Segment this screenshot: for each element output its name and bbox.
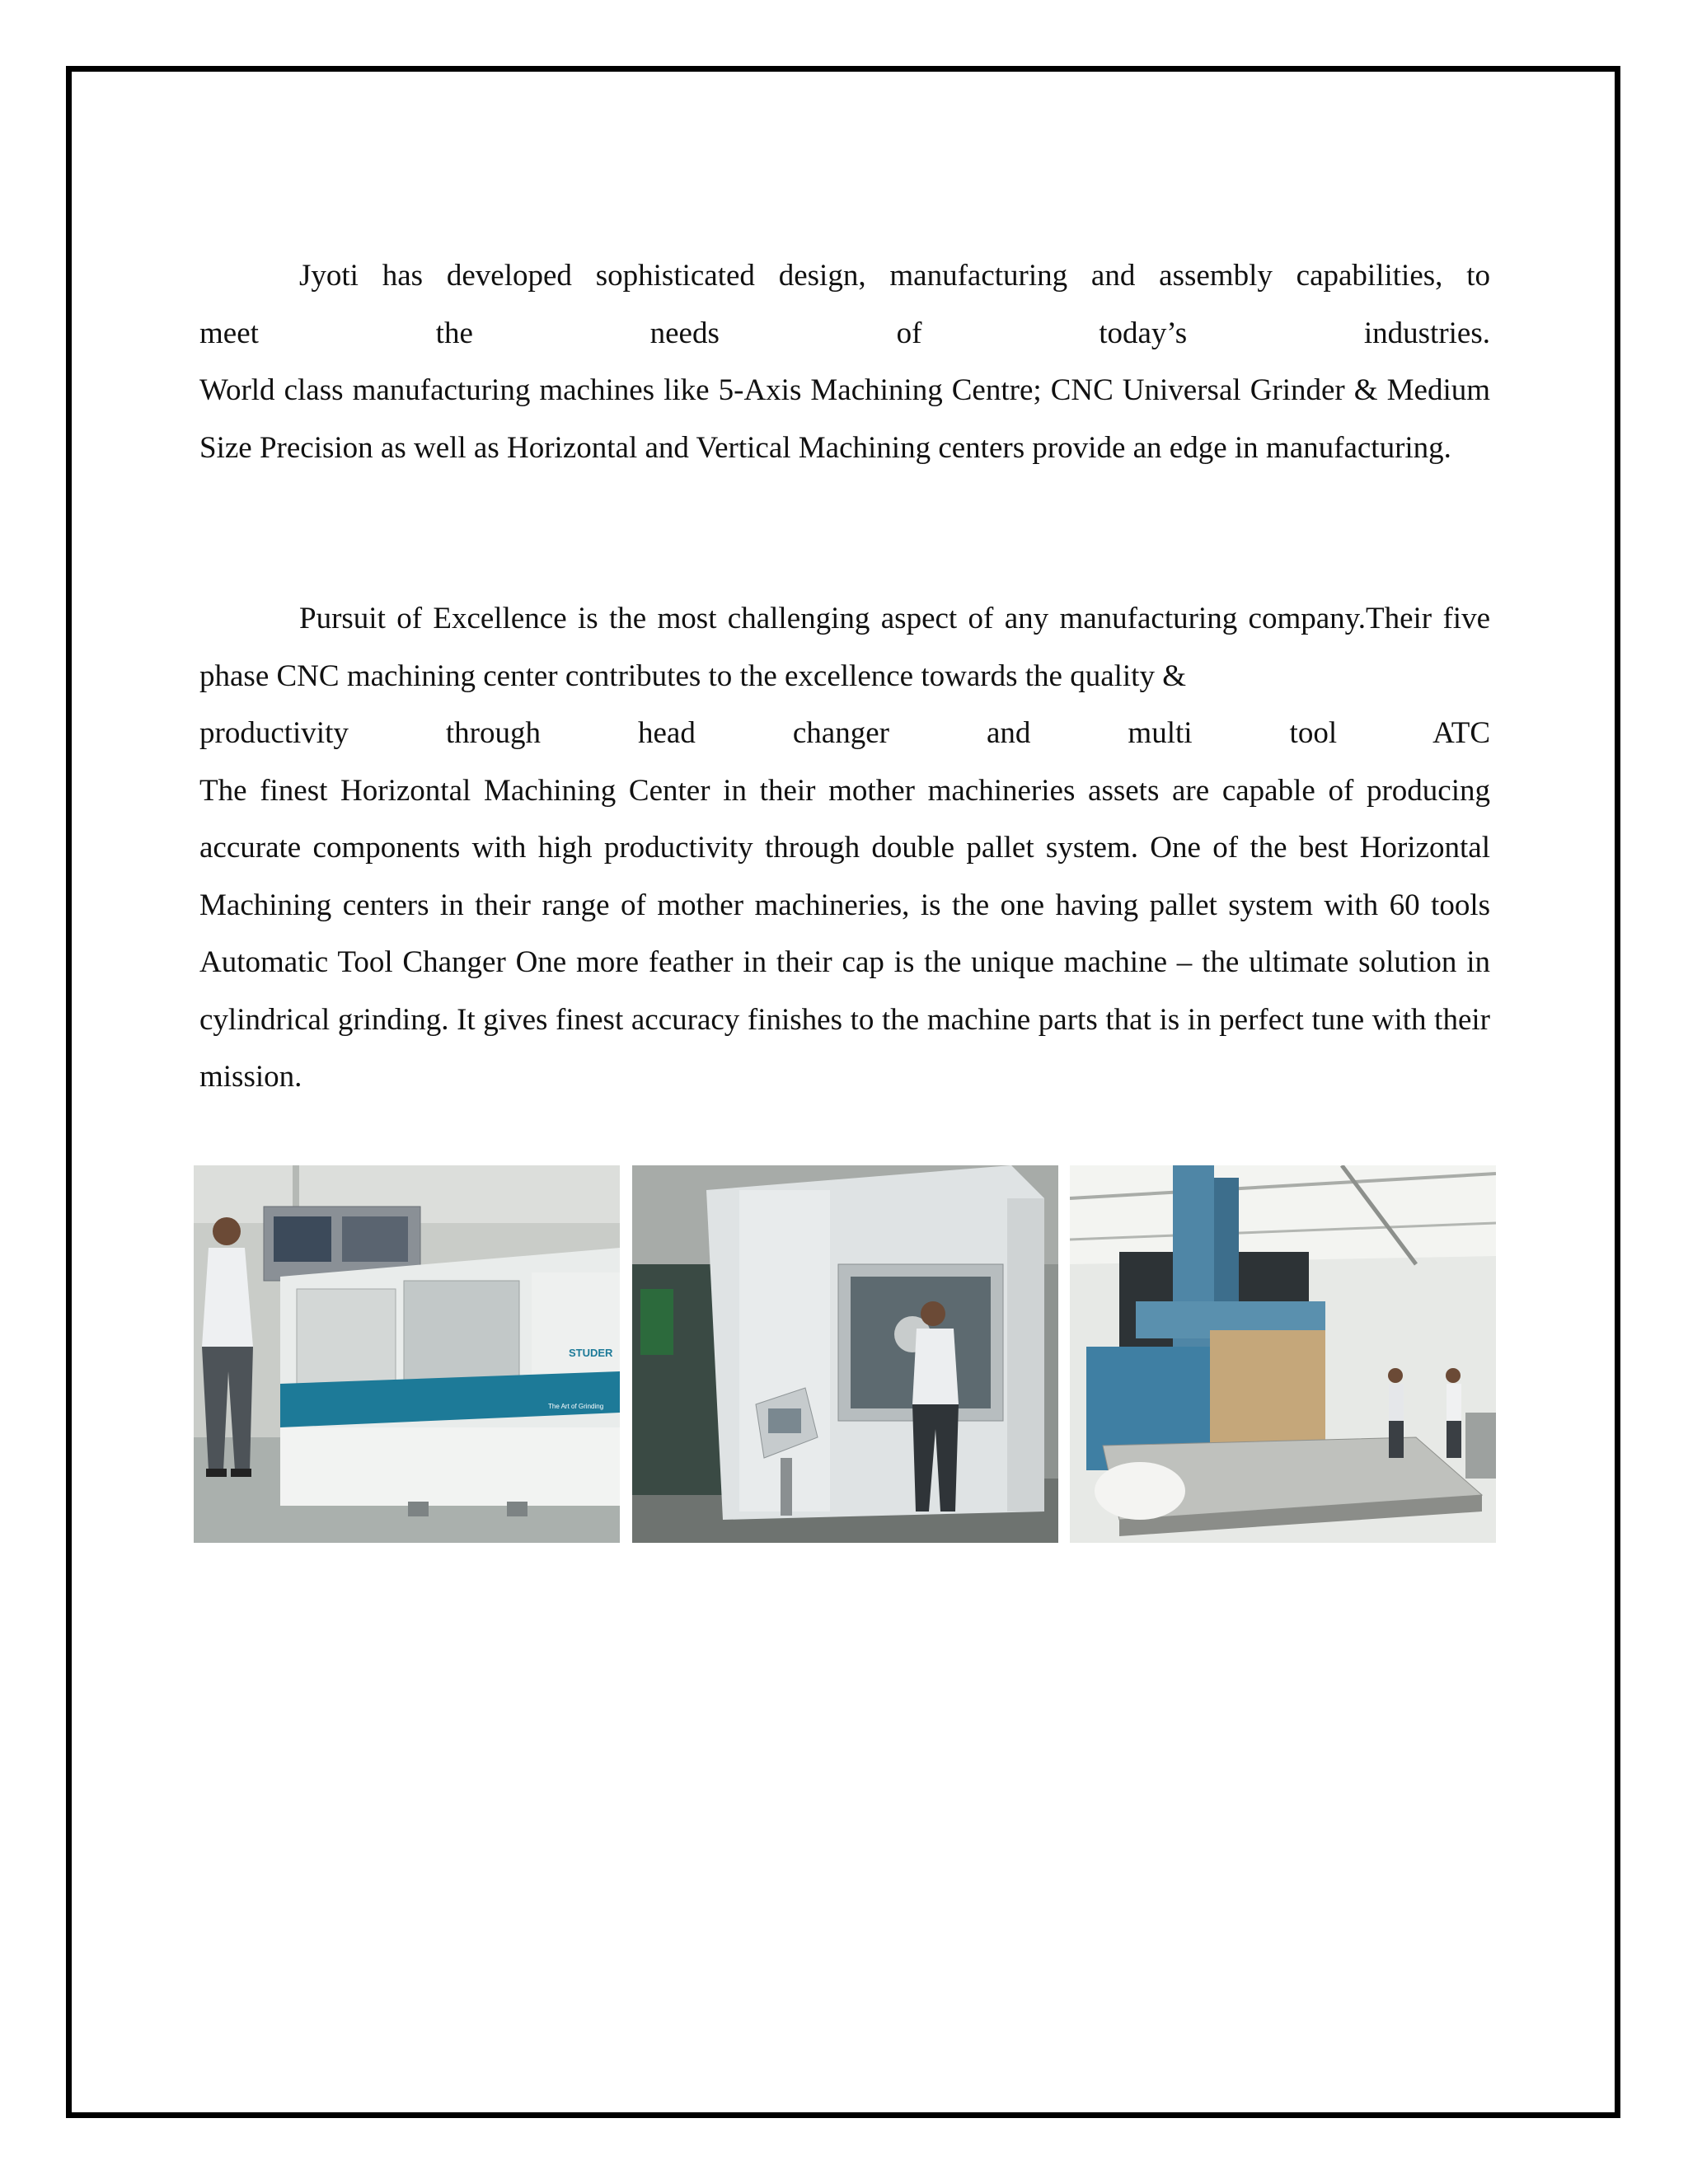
photo-cnc-grinder — [194, 1165, 620, 1543]
paragraph-1 — [199, 247, 1490, 476]
photo-gantry-machine — [1070, 1165, 1496, 1543]
paragraph-1-line-2: meet the needs of today’s industries. — [199, 316, 1490, 350]
paragraph-1-rest: World class manufacturing machines like 5-Axis Machining Centre; CNC Universal Grinder & Medium Size Precision as well as Horizontal and Vertical Machining centers provide an edge in manufacturing. — [199, 373, 1490, 465]
paragraph-2-rest: The finest Horizontal Machining Center in their mother machineries assets are capable of producing accurate components with high productivity through double pallet system. One of the best Horizontal Machining centers in their range of mother machineries, is the one having pallet system with 60 tools Automatic Tool Changer One more feather in their cap is the unique machine – the ultimate solution in cylindrical grinding. It gives finest accuracy finishes to the machine parts that is in perfect tune with their mission. — [199, 773, 1490, 1094]
studer-tagline-text: The Art of Grinding — [548, 1403, 604, 1410]
paragraph-1-line-1: Jyoti has developed sophisticated design, manufacturing and assembly capabilities, to — [299, 259, 1490, 293]
paragraph-2-line-3: productivity through head changer and multi tool ATC — [199, 716, 1490, 750]
paragraph-2-opening: Pursuit of Excellence is the most challenging aspect of any manufacturing company.Their five phase CNC machining center contributes to the excellence towards the quality & — [199, 602, 1490, 693]
machine-photo-row — [194, 1165, 1496, 1543]
studer-logo-text: STUDER — [569, 1347, 613, 1359]
photo-machining-centre — [632, 1165, 1058, 1543]
paragraph-2 — [199, 590, 1490, 1106]
